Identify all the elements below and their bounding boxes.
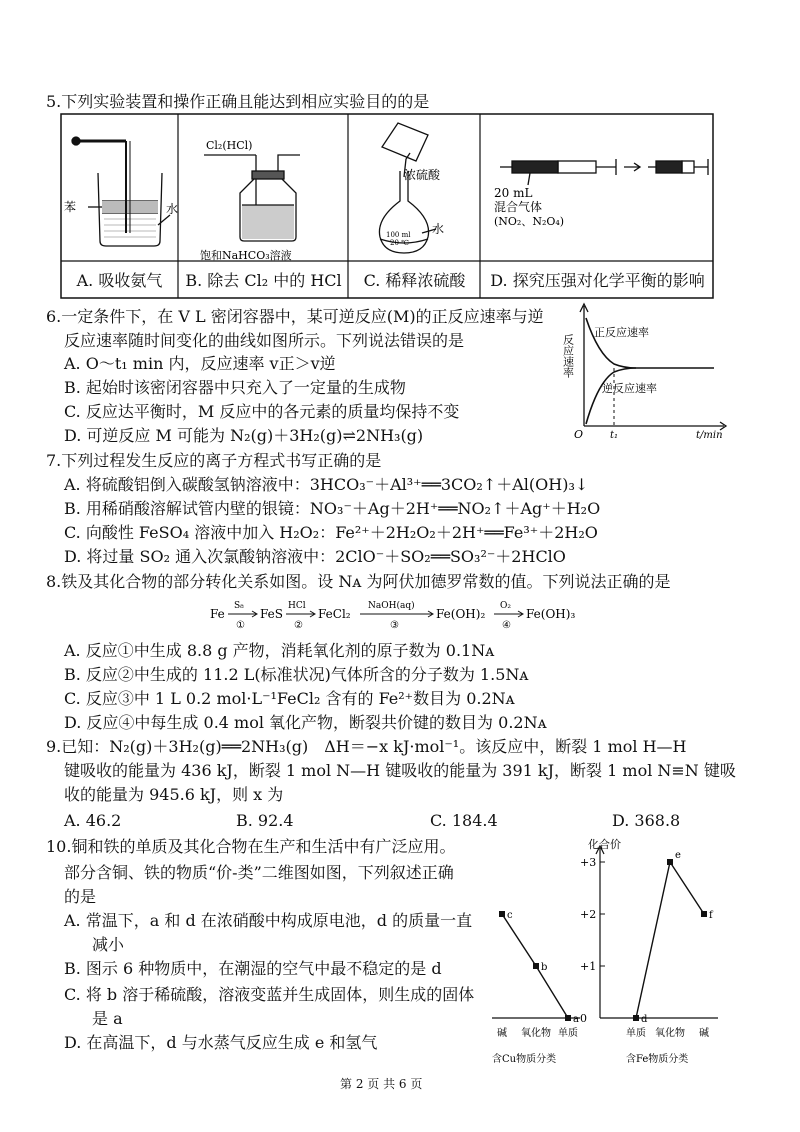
q9-option-b: B. 92.4 xyxy=(236,811,294,830)
q6-option-a: A. O～t₁ min 内，反应速率 v正＞v逆 xyxy=(64,354,336,373)
q5c-label-volume: 100 ml xyxy=(386,231,411,239)
q10-x-tick-label: 碱 xyxy=(497,1028,507,1039)
q8-step-4: ④ xyxy=(502,620,511,631)
q10-point-label-c: c xyxy=(507,910,513,921)
page-footer: 第 2 页 共 6 页 xyxy=(340,1077,423,1091)
q10-point-e xyxy=(667,859,673,865)
q8-option-c: C. 反应③中 1 L 0.2 mol·L⁻¹FeCl₂ 含有的 Fe²⁺数目为 0.2Nᴀ xyxy=(64,689,515,708)
q5-option-c: C. 稀释浓硫酸 xyxy=(363,271,466,290)
q5c-label-temp: 20 ℃ xyxy=(390,239,409,247)
q5a-label-water: 水 xyxy=(166,202,179,216)
q8-species-fes: FeS xyxy=(260,607,283,621)
q9-option-c: C. 184.4 xyxy=(430,811,498,830)
q10-stem-3: 的是 xyxy=(64,887,97,906)
q5d-label-gas: 混合气体 xyxy=(494,200,543,214)
q7-option-d: D. 将过量 SO₂ 通入次氯酸钠溶液中：2ClO⁻＋SO₂══SO₃²⁻＋2HClO xyxy=(64,547,566,566)
q8-option-a: A. 反应①中生成 8.8 g 产物，消耗氧化剂的原子数为 0.1Nᴀ xyxy=(64,641,495,660)
q5a-beaker-drawing xyxy=(72,137,170,246)
q6-upper-label: 正反应速率 xyxy=(594,326,649,339)
q5a-label-benzene: 苯 xyxy=(64,200,77,214)
q10-stem-1: 10.铜和铁的单质及其化合物在生产和生活中有广泛应用。 xyxy=(46,837,456,856)
q6-rate-graph xyxy=(554,300,734,446)
q10-x-tick-label: 碱 xyxy=(699,1028,709,1039)
q6-lower-curve xyxy=(586,368,636,424)
q10-option-a-2: 减小 xyxy=(92,935,125,954)
q8-option-d: D. 反应④中每生成 0.4 mol 氧化产物，断裂共价键的数目为 0.2Nᴀ xyxy=(64,713,547,732)
q10-point-d xyxy=(633,1015,639,1021)
q10-stem-2: 部分含铜、铁的物质“价-类”二维图如图，下列叙述正确 xyxy=(64,863,454,882)
q10-point-label-b: b xyxy=(541,962,548,973)
q6-t1-label: t₁ xyxy=(610,430,619,441)
q5d-label-composition: (NO₂、N₂O₄) xyxy=(494,215,565,228)
q9-stem-1: 9.已知：N₂(g)＋3H₂(g)══2NH₃(g) ΔH＝−x kJ·mol⁻¹。该反应中，断裂 1 mol H—H xyxy=(46,737,687,756)
q5-option-a: A. 吸收氨气 xyxy=(76,271,163,290)
q10-option-a-1: A. 常温下，a 和 d 在浓硝酸中构成原电池，d 的质量一直 xyxy=(64,911,473,930)
q10-point-c xyxy=(499,911,505,917)
q8-reagent-2: HCl xyxy=(288,601,306,611)
q8-step-1: ① xyxy=(236,620,245,631)
q5d-label-volume: 20 mL xyxy=(494,186,533,200)
q10-right-panel xyxy=(596,846,718,1018)
q5c-label-water: 水 xyxy=(432,222,445,236)
q6-option-c: C. 反应达平衡时，M 反应中的各元素的质量均保持不变 xyxy=(64,402,460,421)
q8-conversion-scheme xyxy=(208,596,588,634)
q8-species-fecl2: FeCl₂ xyxy=(318,607,351,621)
q10-y-tick-label: +3 xyxy=(580,856,597,869)
q7-option-a: A. 将硫酸铝倒入碳酸氢钠溶液中：3HCO₃⁻＋Al³⁺══3CO₂↑＋Al(OH)₃↓ xyxy=(64,475,589,494)
q8-step-2: ② xyxy=(294,620,303,631)
q8-species-feoh3: Fe(OH)₃ xyxy=(526,607,576,621)
q8-reagent-1: S₈ xyxy=(234,601,244,611)
q6-y-label: 反应速率 xyxy=(561,334,575,378)
q10-x-tick-label: 单质 xyxy=(626,1028,646,1039)
q10-series-line xyxy=(636,862,704,1018)
q7-stem: 7.下列过程发生反应的离子方程式书写正确的是 xyxy=(46,451,382,470)
q6-x-label: t/min xyxy=(696,430,723,441)
q10-y-tick-label: 0 xyxy=(580,1012,587,1025)
q10-option-d: D. 在高温下，d 与水蒸气反应生成 e 和氢气 xyxy=(64,1033,378,1052)
q5-option-b: B. 除去 Cl₂ 中的 HCl xyxy=(185,271,342,290)
q10-y-label: 化合价 xyxy=(588,838,621,851)
q5b-wash-bottle-drawing xyxy=(204,155,300,241)
q10-point-a xyxy=(565,1015,571,1021)
q6-lower-label: 逆反应速率 xyxy=(602,382,657,395)
q9-option-d: D. 368.8 xyxy=(612,811,681,830)
q10-point-label-e: e xyxy=(675,850,681,861)
q10-point-f xyxy=(701,911,707,917)
q6-stem-1: 6.一定条件下，在 V L 密闭容器中，某可逆反应(M)的正反应速率与逆 xyxy=(46,307,544,326)
q10-valence-chart xyxy=(480,838,730,1070)
q8-reagent-4: O₂ xyxy=(500,601,511,611)
q8-option-b: B. 反应②中生成的 11.2 L(标准状况)气体所含的分子数为 1.5Nᴀ xyxy=(64,665,529,684)
q6-option-d: D. 可逆反应 M 可能为 N₂(g)＋3H₂(g)⇌2NH₃(g) xyxy=(64,426,424,445)
q10-point-b xyxy=(533,963,539,969)
q6-stem-2: 反应速率随时间变化的曲线如图所示。下列说法错误的是 xyxy=(64,331,465,350)
q10-cu-category-label: 含Cu物质分类 xyxy=(492,1054,557,1065)
q5-stem: 5.下列实验装置和操作正确且能达到相应实验目的的是 xyxy=(46,92,430,111)
q10-option-b: B. 图示 6 种物质中，在潮湿的空气中最不稳定的是 d xyxy=(64,959,442,978)
q5d-syringe-drawing xyxy=(500,159,708,185)
q9-stem-2: 键吸收的能量为 436 kJ，断裂 1 mol N—H 键吸收的能量为 391 kJ，断裂 1 mol N≡N 键吸 xyxy=(64,761,736,780)
q8-step-3: ③ xyxy=(390,620,399,631)
q10-y-tick-label: +1 xyxy=(580,960,597,973)
q10-point-label-d: d xyxy=(641,1014,648,1025)
q5b-label-gas: Cl₂(HCl) xyxy=(206,139,253,152)
q10-y-tick-label: +2 xyxy=(580,908,597,921)
q10-point-label-a: a xyxy=(573,1014,579,1025)
q10-x-tick-label: 氧化物 xyxy=(655,1028,685,1039)
q8-species-feoh2: Fe(OH)₂ xyxy=(436,607,486,621)
q8-stem: 8.铁及其化合物的部分转化关系如图。设 Nᴀ 为阿伏加德罗常数的值。下列说法正确的是 xyxy=(46,572,671,591)
q7-option-c: C. 向酸性 FeSO₄ 溶液中加入 H₂O₂：Fe²⁺＋2H₂O₂＋2H⁺══Fe³⁺＋2H₂O xyxy=(64,523,598,542)
q9-option-a: A. 46.2 xyxy=(64,811,122,830)
q5b-label-solution: 饱和NaHCO₃溶液 xyxy=(200,249,292,262)
q8-reagent-3: NaOH(aq) xyxy=(368,601,415,611)
q10-x-tick-label: 氧化物 xyxy=(521,1028,551,1039)
q6-option-b: B. 起始时该密闭容器中只充入了一定量的生成物 xyxy=(64,378,406,397)
q10-fe-category-label: 含Fe物质分类 xyxy=(626,1054,689,1065)
q8-species-fe: Fe xyxy=(210,607,225,621)
q10-option-c-1: C. 将 b 溶于稀硫酸，溶液变蓝并生成固体，则生成的固体 xyxy=(64,985,475,1004)
q5c-label-acid: 浓硫酸 xyxy=(404,168,441,182)
q6-origin-label: O xyxy=(574,428,584,441)
q10-option-c-2: 是 a xyxy=(92,1009,123,1028)
q9-stem-3: 收的能量为 945.6 kJ，则 x 为 xyxy=(64,785,284,804)
q7-option-b: B. 用稀硝酸溶解试管内壁的银镜：NO₃⁻＋Ag＋2H⁺══NO₂↑＋Ag⁺＋H₂O xyxy=(64,499,601,518)
q10-x-tick-label: 单质 xyxy=(558,1028,578,1039)
q10-point-label-f: f xyxy=(709,910,713,921)
q5-option-d: D. 探究压强对化学平衡的影响 xyxy=(490,271,705,290)
